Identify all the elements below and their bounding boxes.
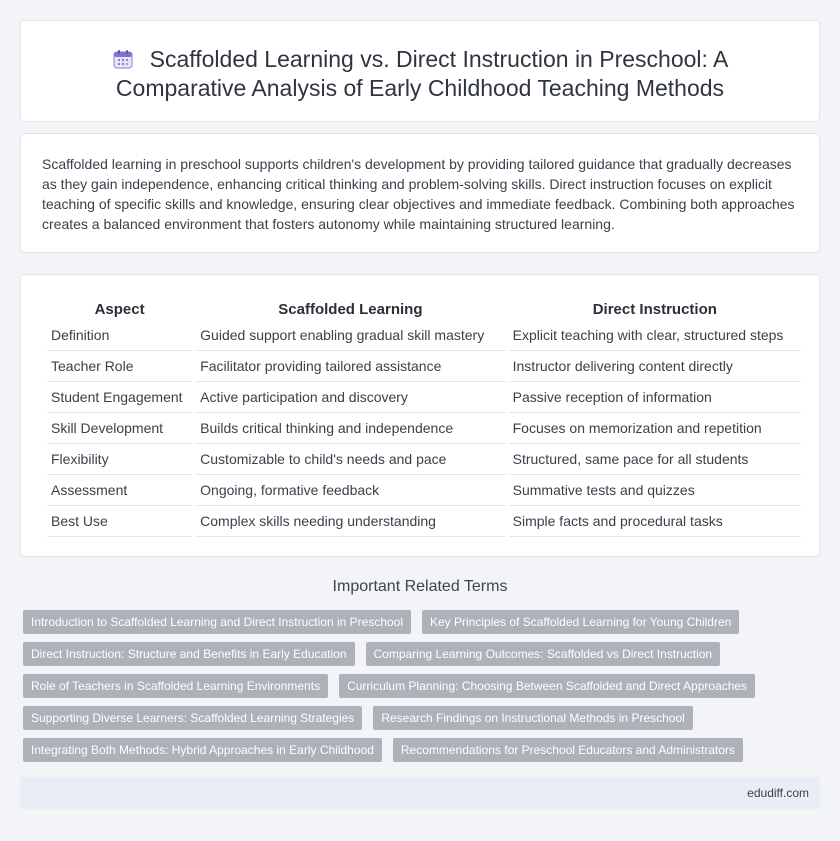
cell-scaffolded: Active participation and discovery bbox=[196, 382, 504, 413]
related-term-tag[interactable]: Recommendations for Preschool Educators and Administrators bbox=[393, 738, 743, 762]
related-term-tag[interactable]: Key Principles of Scaffolded Learning for Young Children bbox=[422, 610, 739, 634]
tag-row bbox=[23, 610, 803, 642]
page-title bbox=[61, 45, 779, 103]
related-term-tag[interactable]: Direct Instruction: Structure and Benefits in Early Education bbox=[23, 642, 355, 666]
cell-scaffolded: Builds critical thinking and independence bbox=[196, 413, 504, 444]
tag-row bbox=[23, 706, 803, 738]
tag-row bbox=[23, 674, 803, 706]
cell-direct: Summative tests and quizzes bbox=[509, 475, 801, 506]
table-header-row bbox=[47, 296, 801, 320]
table-row bbox=[47, 320, 801, 351]
comparison-card bbox=[20, 274, 820, 557]
related-term-tag[interactable]: Role of Teachers in Scaffolded Learning Environments bbox=[23, 674, 328, 698]
cell-aspect: Teacher Role bbox=[47, 351, 192, 382]
cell-scaffolded: Facilitator providing tailored assistance bbox=[196, 351, 504, 382]
cell-direct: Structured, same pace for all students bbox=[509, 444, 801, 475]
header-direct: Direct Instruction bbox=[592, 301, 717, 318]
cell-aspect: Flexibility bbox=[47, 444, 192, 475]
cell-aspect: Definition bbox=[47, 320, 192, 351]
table-row bbox=[47, 506, 801, 537]
cell-aspect: Skill Development bbox=[47, 413, 192, 444]
cell-aspect: Best Use bbox=[47, 506, 192, 537]
header-scaffolded: Scaffolded Learning bbox=[278, 301, 423, 318]
footer bbox=[20, 777, 820, 809]
title-card bbox=[20, 20, 820, 122]
table-row bbox=[47, 382, 801, 413]
footer-site-link[interactable]: edudiff.com bbox=[747, 786, 809, 800]
cell-scaffolded: Complex skills needing understanding bbox=[196, 506, 504, 537]
intro-paragraph: Scaffolded learning in preschool supports children's development by providing tailored guidance that gradually decreases as they gain independence, enhancing critical thinking and problem-solving skills. Direct instruction focuses on explicit teaching of specific skills and knowledge, ensuring clear objectives and immediate feedback. Combining both approaches creates a balanced environment that fosters autonomy while maintaining structured learning. bbox=[42, 156, 795, 232]
comparison-table bbox=[43, 296, 805, 537]
table-row bbox=[47, 413, 801, 444]
cell-aspect: Assessment bbox=[47, 475, 192, 506]
cell-direct: Passive reception of information bbox=[509, 382, 801, 413]
related-term-tag[interactable]: Introduction to Scaffolded Learning and Direct Instruction in Preschool bbox=[23, 610, 411, 634]
related-term-tag[interactable]: Comparing Learning Outcomes: Scaffolded vs Direct Instruction bbox=[366, 642, 721, 666]
page-title-text: Scaffolded Learning vs. Direct Instruction in Preschool: A Comparative Analysis of Early Childhood Teaching Methods bbox=[115, 46, 729, 101]
calendar-icon bbox=[112, 48, 134, 70]
cell-direct: Instructor delivering content directly bbox=[509, 351, 801, 382]
related-terms-list bbox=[23, 610, 803, 770]
table-row bbox=[47, 475, 801, 506]
related-term-tag[interactable]: Research Findings on Instructional Methods in Preschool bbox=[373, 706, 693, 730]
table-row bbox=[47, 351, 801, 382]
related-terms-title: Important Related Terms bbox=[332, 578, 508, 595]
cell-scaffolded: Guided support enabling gradual skill mastery bbox=[196, 320, 504, 351]
tag-row bbox=[23, 642, 803, 674]
cell-aspect: Student Engagement bbox=[47, 382, 192, 413]
cell-scaffolded: Ongoing, formative feedback bbox=[196, 475, 504, 506]
related-term-tag[interactable]: Integrating Both Methods: Hybrid Approaches in Early Childhood bbox=[23, 738, 382, 762]
intro-card bbox=[20, 133, 820, 253]
cell-direct: Simple facts and procedural tasks bbox=[509, 506, 801, 537]
header-aspect: Aspect bbox=[94, 301, 145, 318]
related-term-tag[interactable]: Supporting Diverse Learners: Scaffolded Learning Strategies bbox=[23, 706, 362, 730]
cell-direct: Explicit teaching with clear, structured steps bbox=[509, 320, 801, 351]
cell-direct: Focuses on memorization and repetition bbox=[509, 413, 801, 444]
related-term-tag[interactable]: Curriculum Planning: Choosing Between Scaffolded and Direct Approaches bbox=[339, 674, 755, 698]
tag-row bbox=[23, 738, 803, 770]
cell-scaffolded: Customizable to child's needs and pace bbox=[196, 444, 504, 475]
table-row bbox=[47, 444, 801, 475]
